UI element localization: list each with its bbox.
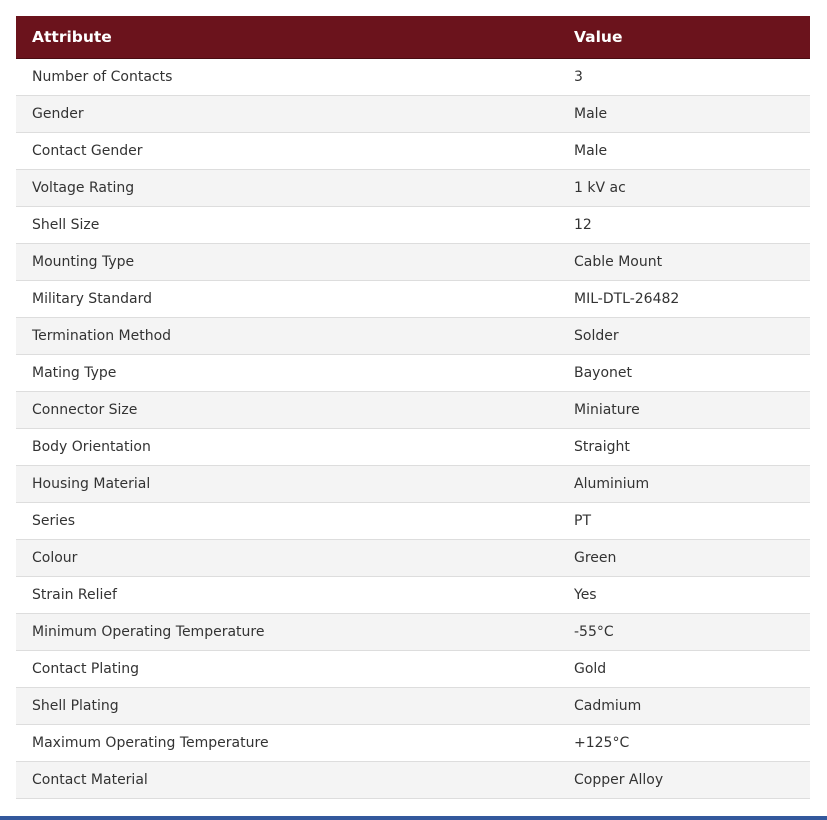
attribute-cell: Strain Relief — [16, 577, 558, 614]
table-row — [16, 725, 810, 762]
value-cell: -55°C — [558, 614, 810, 651]
table-row — [16, 170, 810, 207]
value-cell: Straight — [558, 429, 810, 466]
value-cell: Gold — [558, 651, 810, 688]
attribute-cell: Contact Gender — [16, 133, 558, 170]
attribute-cell: Number of Contacts — [16, 59, 558, 96]
value-cell: Copper Alloy — [558, 762, 810, 799]
table-row — [16, 688, 810, 725]
table-row — [16, 503, 810, 540]
table-row — [16, 244, 810, 281]
value-cell: Miniature — [558, 392, 810, 429]
attribute-cell: Connector Size — [16, 392, 558, 429]
attribute-cell: Mating Type — [16, 355, 558, 392]
header-row — [16, 16, 810, 59]
table-row — [16, 207, 810, 244]
value-cell: Male — [558, 96, 810, 133]
table-header — [16, 16, 810, 59]
table-row — [16, 355, 810, 392]
table-row — [16, 318, 810, 355]
bottom-accent-bar — [0, 816, 827, 820]
value-cell: Aluminium — [558, 466, 810, 503]
table-row — [16, 614, 810, 651]
attribute-cell: Voltage Rating — [16, 170, 558, 207]
table-row — [16, 59, 810, 96]
attribute-cell: Minimum Operating Temperature — [16, 614, 558, 651]
value-cell: MIL-DTL-26482 — [558, 281, 810, 318]
table-row — [16, 281, 810, 318]
table-row — [16, 540, 810, 577]
value-cell: Cadmium — [558, 688, 810, 725]
table-row — [16, 577, 810, 614]
value-cell: Solder — [558, 318, 810, 355]
value-cell: Yes — [558, 577, 810, 614]
value-cell: 1 kV ac — [558, 170, 810, 207]
table-row — [16, 96, 810, 133]
specifications-table — [16, 16, 810, 799]
value-cell: +125°C — [558, 725, 810, 762]
table-row — [16, 651, 810, 688]
attribute-cell: Colour — [16, 540, 558, 577]
value-column-header: Value — [558, 16, 810, 59]
attribute-cell: Military Standard — [16, 281, 558, 318]
value-cell: 12 — [558, 207, 810, 244]
table-row — [16, 466, 810, 503]
attribute-cell: Series — [16, 503, 558, 540]
attribute-cell: Shell Size — [16, 207, 558, 244]
attribute-cell: Maximum Operating Temperature — [16, 725, 558, 762]
table-row — [16, 429, 810, 466]
table-body — [16, 59, 810, 799]
table-row — [16, 762, 810, 799]
attribute-cell: Contact Material — [16, 762, 558, 799]
attribute-column-header: Attribute — [16, 16, 558, 59]
attribute-cell: Shell Plating — [16, 688, 558, 725]
value-cell: Male — [558, 133, 810, 170]
value-cell: Green — [558, 540, 810, 577]
attribute-cell: Gender — [16, 96, 558, 133]
value-cell: Cable Mount — [558, 244, 810, 281]
attribute-cell: Termination Method — [16, 318, 558, 355]
attribute-cell: Mounting Type — [16, 244, 558, 281]
attribute-cell: Body Orientation — [16, 429, 558, 466]
attribute-cell: Contact Plating — [16, 651, 558, 688]
table-row — [16, 133, 810, 170]
table-row — [16, 392, 810, 429]
value-cell: PT — [558, 503, 810, 540]
attribute-cell: Housing Material — [16, 466, 558, 503]
value-cell: 3 — [558, 59, 810, 96]
value-cell: Bayonet — [558, 355, 810, 392]
